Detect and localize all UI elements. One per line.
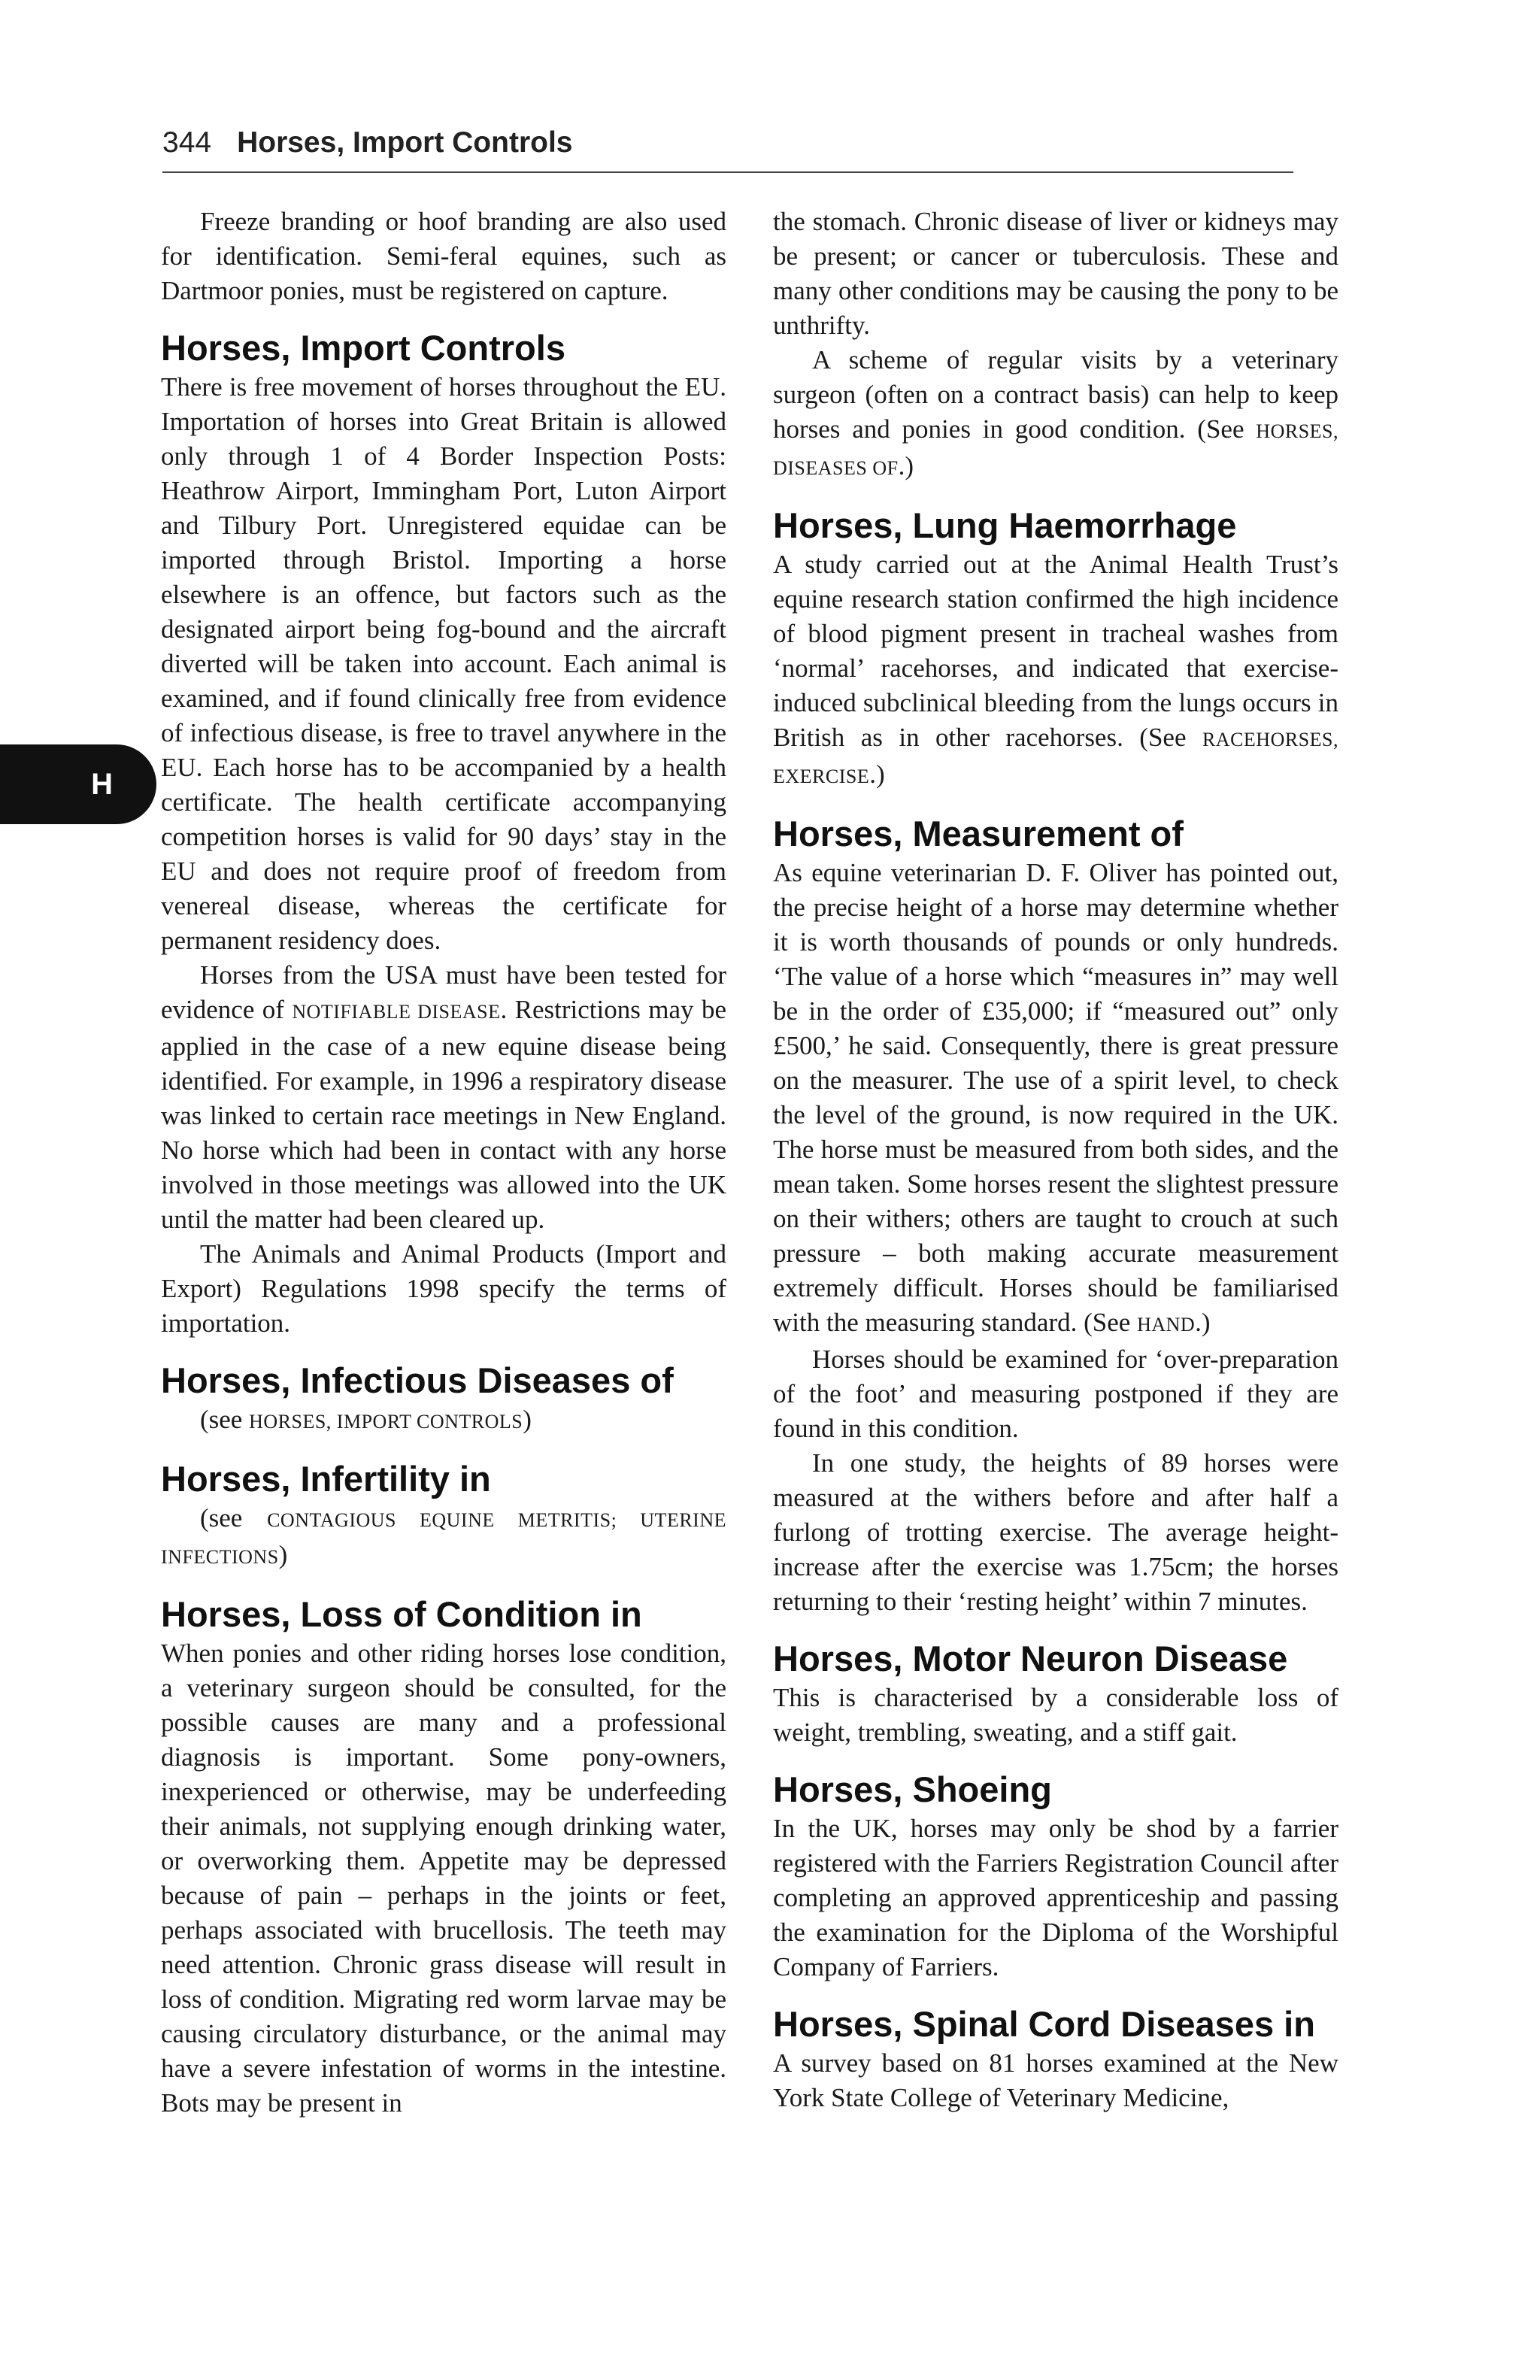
cross-reference-link[interactable]: RACEHORSES, EXERCISE xyxy=(773,729,1338,787)
cross-reference-link[interactable]: HAND xyxy=(1137,1314,1196,1336)
loss-of-condition-paragraph-1: When ponies and other riding horses lose condition, a veterinary surgeon should be consulted, for the possible causes are many and a professional diagnosis is important. Some pony-owners, inexperienced or otherwise, may be underfeeding their animals, not supplying enough drinking water, or overworking them. Appetite may be depressed because of pain – perhaps in the joints or feet, perhaps associated with brucellosis. The teeth may need attention. Chronic grass disease will result in loss of condition. Migrating red worm larvae may be causing circulatory disturbance, or the animal may have a severe infestation of worms in the intestine. Bots may be present in xyxy=(161,1639,726,2118)
page-number: 344 xyxy=(162,126,212,159)
lung-haemorrhage-paragraph: A study carried out at the Animal Health Trust’s equine research station confirmed the high incidence of blood pigment present in tracheal washes from ‘normal’ racehorses, and indicated that exercise-induced subclinical bleeding from the lungs occurs in British as in other racehorses. (See RACEHORSES, EXERCISE.) xyxy=(773,550,1338,789)
running-title: Horses, Import Controls xyxy=(237,126,573,159)
measurement-paragraph-3: In one study, the heights of 89 horses were measured at the withers before and after half a furlong of trotting exercise. The average height-increase after the exercise was 1.75cm; the horses returning to their ‘resting height’ within 7 minutes. xyxy=(773,1448,1338,1616)
header-rule xyxy=(162,171,1293,173)
measurement-paragraph-1: As equine veterinarian D. F. Oliver has pointed out, the precise height of a horse may determine whether it is worth thousands of pounds or only hundreds. ‘The value of a horse which “measures in” may well be in the order of £35,000; if “measured out” only £500,’ he said. Consequently, there is great pressure on the measurer. The use of a spirit level, to check the level of the ground, is now required in the UK. The horse must be measured from both sides, and the mean taken. Some horses resent the slightest pressure on their withers; others are taught to crouch at such pressure – both making accurate measurement extremely difficult. Horses should be familiarised with the measuring standard. (See HAND.) xyxy=(773,858,1338,1337)
see-reference: (see HORSES, IMPORT CONTROLS) xyxy=(200,1405,532,1434)
cross-reference-link[interactable]: NOTIFIABLE DISEASE xyxy=(292,1001,501,1023)
import-controls-paragraph-1: There is free movement of horses throughout the EU. Importation of horses into Great Britain is allowed only through 1 of 4 Border Inspection Posts: Heathrow Airport, Immingham Port, Luton Airport and Tilbury Port. Unregistered equidae can be imported through Bristol. Importing a horse elsewhere is an offence, but factors such as the designated airport being fog-bound and the aircraft diverted will be taken into account. Each animal is examined, and if found clinically free from evidence of infectious disease, is free to travel anywhere in the EU. Each horse has to be accompanied by a health certificate. The health certificate accompanying competition horses is valid for 90 days’ stay in the EU and does not require proof of freedom from venereal disease, whereas the certificate for permanent residency does. xyxy=(161,372,726,955)
import-controls-paragraph-3: The Animals and Animal Products (Import and Export) Regulations 1998 specify the terms of importation. xyxy=(161,1239,726,1338)
loss-of-condition-continued: the stomach. Chronic disease of liver or kidneys may be present; or cancer or tuberculosis. These and many other conditions may be causing the pony to be unthrifty. xyxy=(773,207,1338,340)
shoeing-paragraph: In the UK, horses may only be shod by a farrier registered with the Farriers Registration Council after completing an approved apprenticeship and passing the examination for the Diploma of the Worshipful Company of Farriers. xyxy=(773,1814,1338,1981)
entry-title-infectious-diseases: Horses, Infectious Diseases of xyxy=(161,1360,674,1400)
cross-reference-link[interactable]: HORSES, IMPORT CONTROLS xyxy=(249,1411,523,1433)
motor-neuron-paragraph: This is characterised by a considerable loss of weight, trembling, sweating, and a stiff gait. xyxy=(773,1683,1338,1747)
import-controls-paragraph-2: Horses from the USA must have been tested for evidence of NOTIFIABLE DISEASE. Restrictions may be applied in the case of a new equine disease being identified. For example, in 1996 a respiratory disease was linked to certain race meetings in New England. No horse which had been in contact with any horse involved in those meetings was allowed into the UK until the matter had been cleared up. xyxy=(161,960,726,1234)
entry-title-loss-of-condition: Horses, Loss of Condition in xyxy=(161,1594,642,1634)
right-column xyxy=(773,205,1338,2295)
thumb-tab-letter: H xyxy=(91,767,113,801)
entry-title-spinal-cord: Horses, Spinal Cord Diseases in xyxy=(773,2004,1315,2044)
entry-title-motor-neuron: Horses, Motor Neuron Disease xyxy=(773,1639,1288,1678)
entry-title-import-controls: Horses, Import Controls xyxy=(161,328,565,368)
entry-title-infertility: Horses, Infertility in xyxy=(161,1459,491,1499)
entry-title-shoeing: Horses, Shoeing xyxy=(773,1769,1052,1809)
thumb-index-tab xyxy=(0,744,156,824)
loss-of-condition-paragraph-2: A scheme of regular visits by a veterinary surgeon (often on a contract basis) can help to keep horses and ponies in good condition. (See HORSES, DISEASES OF.) xyxy=(773,345,1338,481)
entry-title-measurement: Horses, Measurement of xyxy=(773,814,1184,853)
intro-paragraph: Freeze branding or hoof branding are also used for identification. Semi-feral equines, such as Dartmoor ponies, must be registered on capture. xyxy=(161,207,726,305)
running-header xyxy=(162,126,1293,159)
cross-reference-link[interactable]: CONTAGIOUS EQUINE METRITIS; UTERINE INFECTIONS xyxy=(161,1509,726,1568)
see-reference: (see CONTAGIOUS EQUINE METRITIS; UTERINE INFECTIONS) xyxy=(161,1503,726,1569)
left-column xyxy=(161,205,726,2295)
spinal-cord-paragraph: A survey based on 81 horses examined at the New York State College of Veterinary Medicine, xyxy=(773,2048,1338,2112)
entry-title-lung-haemorrhage: Horses, Lung Haemorrhage xyxy=(773,505,1237,545)
measurement-paragraph-2: Horses should be examined for ‘over-preparation of the foot’ and measuring postponed if they are found in this condition. xyxy=(773,1345,1338,1443)
cross-reference-link[interactable]: HORSES, DISEASES OF xyxy=(773,420,1338,479)
